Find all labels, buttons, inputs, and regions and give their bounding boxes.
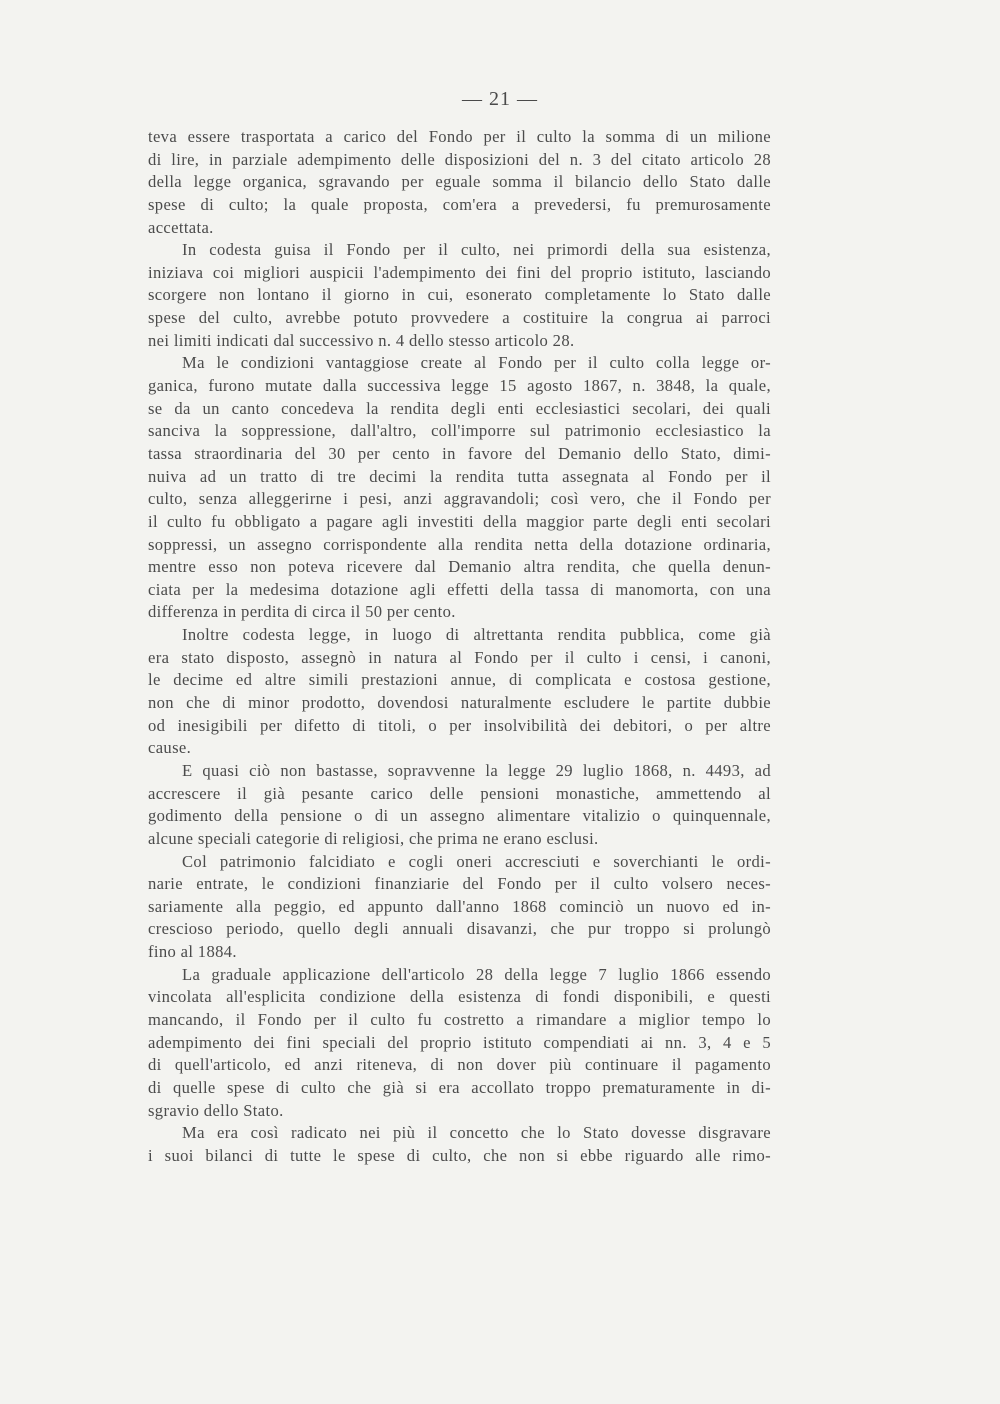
- text-line: di lire, in parziale adempimento delle disposizioni del n. 3 del citato articolo 28: [148, 149, 771, 169]
- text-line: scorgere non lontano il giorno in cui, esonerato completamente lo Stato dalle: [148, 285, 771, 305]
- text-line: narie entrate, le condizioni finanziarie del Fondo per il culto volsero neces-: [148, 874, 771, 894]
- text-line: i suoi bilanci di tutte le spese di culto, che non si ebbe riguardo alle rimo-: [148, 1145, 771, 1165]
- text-line: nei limiti indicati dal successivo n. 4 dello stesso articolo 28.: [148, 330, 575, 350]
- text-line: In codesta guisa il Fondo per il culto, nei primordi della sua esistenza,: [182, 240, 771, 260]
- text-line: alcune speciali categorie di religiosi, che prima ne erano esclusi.: [148, 828, 599, 848]
- text-line: fino al 1884.: [148, 942, 237, 962]
- text-line: adempimento dei fini speciali del proprio istituto compendiati ai nn. 3, 4 e 5: [148, 1032, 771, 1052]
- text-line: sgravio dello Stato.: [148, 1100, 284, 1120]
- text-line: accrescere il già pesante carico delle pensioni monastiche, ammettendo al: [148, 783, 771, 803]
- text-line: sanciva la soppressione, dall'altro, coll'imporre sul patrimonio ecclesiastico la: [148, 421, 771, 441]
- text-line: spese di culto; la quale proposta, com'era a prevedersi, fu premurosamente: [148, 194, 771, 214]
- text-line: ganica, furono mutate dalla successiva legge 15 agosto 1867, n. 3848, la quale,: [148, 376, 771, 396]
- text-line: ciata per la medesima dotazione agli effetti della tassa di manomorta, con una: [148, 579, 771, 599]
- text-line: E quasi ciò non bastasse, sopravvenne la legge 29 luglio 1868, n. 4493, ad: [182, 760, 771, 780]
- text-line: Ma le condizioni vantaggiose create al Fondo per il culto colla legge or-: [182, 353, 771, 373]
- text-line: cause.: [148, 738, 192, 758]
- text-line: iniziava coi migliori auspicii l'adempimento dei fini del proprio istituto, lasciando: [148, 262, 771, 282]
- text-line: mancando, il Fondo per il culto fu costretto a rimandare a miglior tempo lo: [148, 1009, 771, 1029]
- text-line: della legge organica, sgravando per eguale somma il bilancio dello Stato dalle: [148, 172, 771, 192]
- text-line: il culto fu obbligato a pagare agli investiti della maggior parte degli enti secolari: [148, 511, 771, 531]
- text-line: accettata.: [148, 217, 214, 237]
- text-line: nuiva ad un tratto di tre decimi la rendita tutta assegnata al Fondo per il: [148, 466, 771, 486]
- text-line: era stato disposto, assegnò in natura al Fondo per il culto i censi, i canoni,: [148, 647, 771, 667]
- text-line: crescioso periodo, quello degli annuali disavanzi, che pur troppo si prolungò: [148, 919, 771, 939]
- text-line: od inesigibili per difetto di titoli, o per insolvibilità dei debitori, o per altre: [148, 715, 771, 735]
- text-line: La graduale applicazione dell'articolo 28 della legge 7 luglio 1866 essendo: [182, 964, 771, 984]
- text-line: le decime ed altre simili prestazioni annue, di complicata e costosa gestione,: [148, 670, 771, 690]
- text-line: spese del culto, avrebbe potuto provvedere a costituire la congrua ai parroci: [148, 308, 771, 328]
- body-text: [148, 126, 771, 1167]
- text-line: culto, senza alleggerirne i pesi, anzi aggravandoli; così vero, che il Fondo per: [148, 489, 771, 509]
- text-line: teva essere trasportata a carico del Fondo per il culto la somma di un milione: [148, 127, 771, 146]
- text-line: di quell'articolo, ed anzi riteneva, di non dover più continuare il pagamento: [148, 1055, 771, 1075]
- text-line: godimento della pensione o di un assegno alimentare vitalizio o quinquennale,: [148, 806, 771, 826]
- text-line: Inoltre codesta legge, in luogo di altrettanta rendita pubblica, come già: [182, 625, 771, 645]
- text-line: Ma era così radicato nei più il concetto che lo Stato dovesse disgravare: [182, 1123, 771, 1143]
- text-line: vincolata all'esplicita condizione della esistenza di fondi disponibili, e questi: [148, 987, 771, 1007]
- text-line: di quelle spese di culto che già si era accollato troppo prematuramente in di-: [148, 1077, 771, 1097]
- text-line: soppressi, un assegno corrispondente alla rendita netta della dotazione ordinaria,: [148, 534, 771, 554]
- page-number: — 21 —: [462, 88, 538, 110]
- text-line: se da un canto concedeva la rendita degli enti ecclesiastici secolari, dei quali: [148, 398, 771, 418]
- text-line: non che di minor prodotto, dovendosi naturalmente escludere le partite dubbie: [148, 693, 771, 713]
- text-line: differenza in perdita di circa il 50 per cento.: [148, 602, 456, 622]
- text-line: sariamente alla peggio, ed appunto dall'anno 1868 cominciò un nuovo ed in-: [148, 896, 771, 916]
- text-line: Col patrimonio falcidiato e cogli oneri accresciuti e soverchianti le ordi-: [182, 851, 771, 871]
- text-line: tassa straordinaria del 30 per cento in favore del Demanio dello Stato, dimi-: [148, 443, 771, 463]
- text-line: mentre esso non poteva ricevere dal Demanio altra rendita, che quella denun-: [148, 557, 771, 577]
